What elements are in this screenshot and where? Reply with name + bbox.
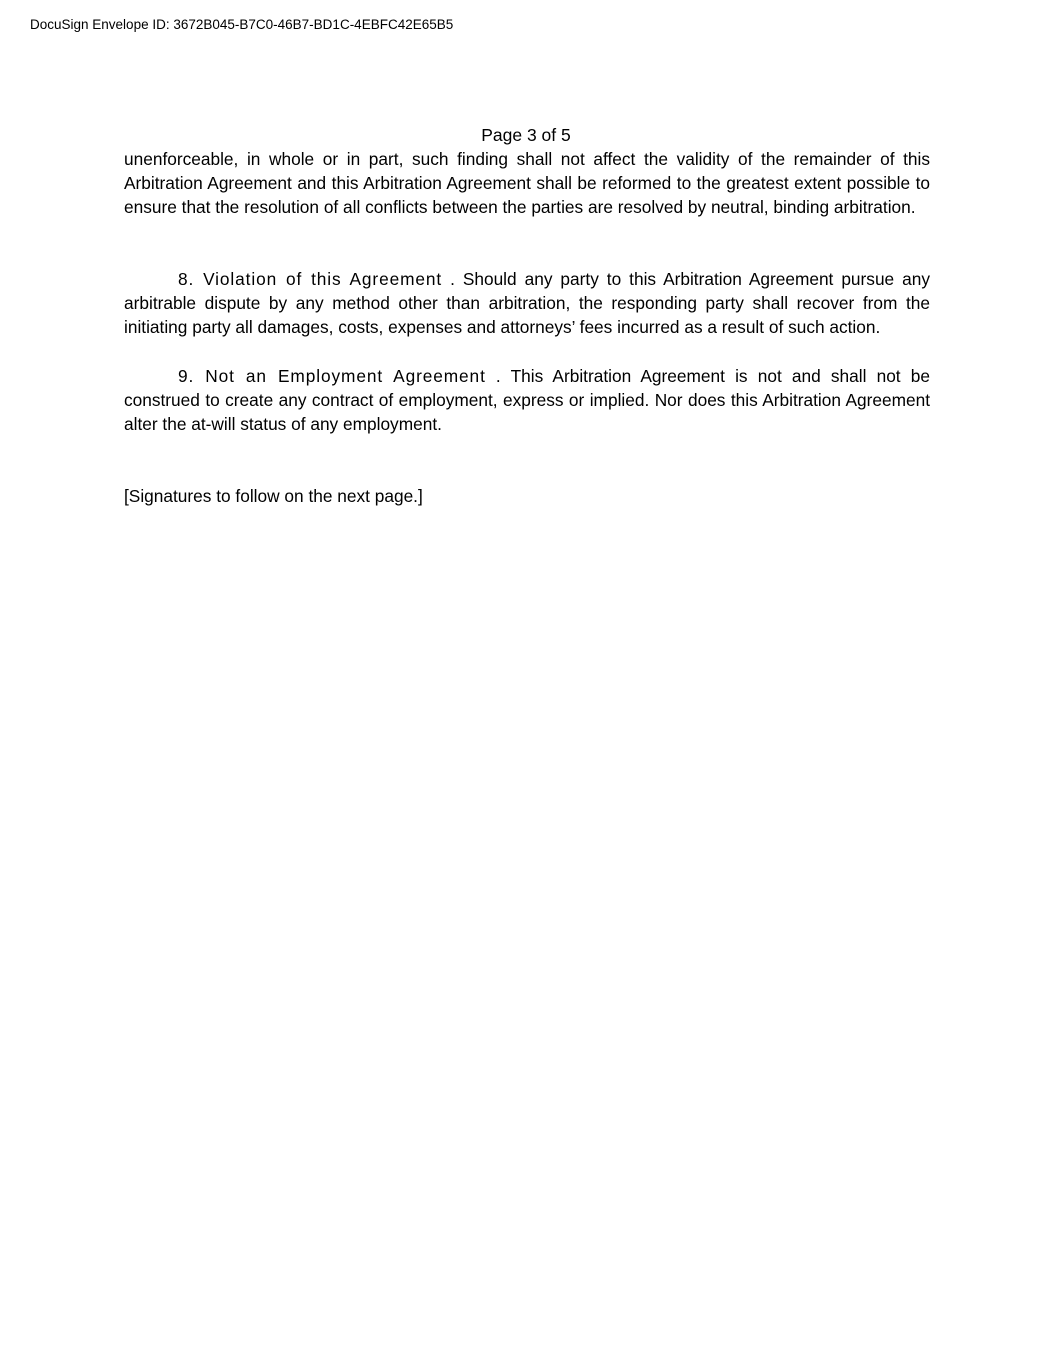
section-8-heading: 8. Violation of this Agreement bbox=[178, 269, 443, 289]
section-9-text: . This Arbitration Agreement is not and shall not be construed to create any contract of employment, express or implied. Nor does this Arbitration Agreement alter the at-will status of any employment. bbox=[124, 366, 930, 434]
section-8-text: . Should any party to this Arbitration Agreement pursue any arbitrable dispute by any method other than arbitration, the responding party shall recover from the initiating party all damages, costs, expenses and attorneys’ fees incurred as a result of such action. bbox=[124, 269, 930, 337]
section-8-paragraph bbox=[124, 267, 930, 339]
docusign-envelope-id: DocuSign Envelope ID: 3672B045-B7C0-46B7-BD1C-4EBFC42E65B5 bbox=[30, 17, 454, 32]
section-9-heading: 9. Not an Employment Agreement bbox=[178, 366, 486, 386]
section-9-paragraph bbox=[124, 364, 930, 436]
page-number: Page 3 of 5 bbox=[481, 125, 571, 145]
signatures-note: [Signatures to follow on the next page.] bbox=[124, 486, 423, 506]
continuation-paragraph: unenforceable, in whole or in part, such finding shall not affect the validity of the remainder of this Arbitration Agreement and this Arbitration Agreement shall be reformed to the greatest extent possible to ensure that the resolution of all conflicts between the parties are resolved by neutral, binding arbitration. bbox=[124, 149, 930, 217]
